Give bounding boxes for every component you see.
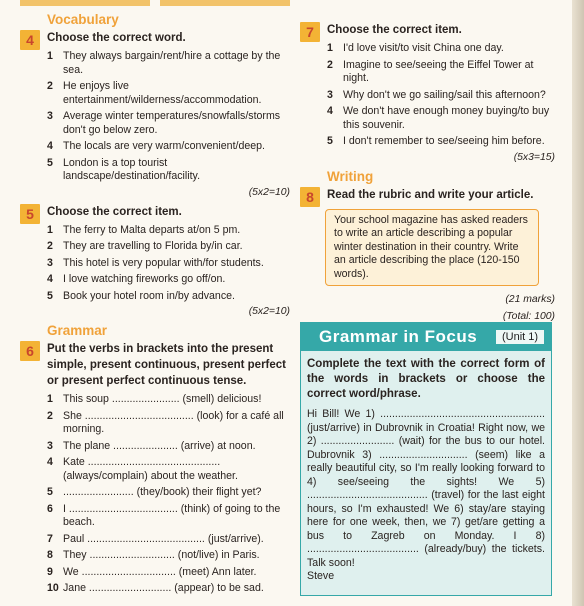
list-item bbox=[47, 533, 290, 547]
list-item bbox=[327, 105, 555, 132]
exercise-5 bbox=[20, 204, 290, 318]
item-text: The ferry to Malta departs at/on 5 pm. bbox=[63, 223, 241, 236]
item-number: 2 bbox=[327, 58, 333, 71]
item-number: 6 bbox=[47, 502, 53, 515]
item-text: I'd love visit/to visit China one day. bbox=[343, 42, 504, 54]
item-number: 1 bbox=[327, 42, 333, 54]
grammar-in-focus-body bbox=[301, 351, 551, 590]
item-number: 1 bbox=[47, 223, 53, 236]
item-number: 1 bbox=[47, 50, 53, 62]
signoff: Steve bbox=[307, 570, 335, 582]
marks: (21 marks) bbox=[505, 294, 555, 305]
item-number: 9 bbox=[47, 565, 53, 578]
item-text: He enjoys live entertainment/wilderness/accommodation. bbox=[63, 80, 262, 106]
total: (Total: 100) bbox=[502, 311, 555, 322]
item-text: Jane ............................ (appear) to be sad. bbox=[63, 582, 264, 594]
item-number: 3 bbox=[47, 439, 53, 452]
exercise-8 bbox=[300, 187, 555, 323]
top-accent-bar bbox=[160, 0, 290, 6]
list-item bbox=[47, 257, 290, 271]
item-number: 4 bbox=[47, 456, 53, 468]
list-item bbox=[47, 224, 290, 238]
item-number: 8 bbox=[47, 549, 53, 561]
exercise-4-items bbox=[47, 50, 290, 184]
list-item bbox=[47, 80, 290, 107]
item-text: They ............................. (not/live) in Paris. bbox=[63, 549, 260, 561]
exercise-number: 5 bbox=[20, 204, 40, 224]
item-text: We ................................ (meet) Ann later. bbox=[63, 565, 257, 578]
exercise-4 bbox=[20, 30, 290, 198]
exercise-6-items bbox=[47, 393, 290, 596]
exercise-7 bbox=[300, 22, 555, 163]
exercise-number: 8 bbox=[300, 187, 320, 207]
list-item bbox=[327, 42, 555, 56]
grammar-in-focus-instruction: Complete the text with the correct form of the words in brackets or choose the correct word/phrase. bbox=[307, 358, 545, 400]
item-text: Book your hotel room in/by advance. bbox=[63, 289, 235, 302]
list-item bbox=[47, 140, 290, 154]
list-item bbox=[47, 456, 290, 483]
grammar-in-focus-box bbox=[300, 322, 552, 596]
vocabulary-heading: Vocabulary bbox=[47, 12, 119, 27]
list-item bbox=[327, 89, 555, 103]
exercise-7-items bbox=[327, 42, 555, 149]
item-number: 7 bbox=[47, 532, 53, 545]
list-item bbox=[47, 240, 290, 254]
list-item bbox=[327, 59, 555, 86]
item-text: Imagine to see/seeing the Eiffel Tower at night. bbox=[343, 58, 534, 84]
item-number: 2 bbox=[47, 80, 53, 92]
item-number: 3 bbox=[47, 110, 53, 122]
item-number: 4 bbox=[327, 105, 333, 117]
item-text: This hotel is very popular with/for students. bbox=[63, 256, 264, 269]
grammar-in-focus-header bbox=[301, 323, 551, 351]
list-item bbox=[47, 393, 290, 407]
score: (5x2=10) bbox=[248, 186, 290, 198]
list-item bbox=[327, 135, 555, 149]
item-text: She ..................................... (look) for a café all morning. bbox=[63, 409, 284, 435]
page-edge bbox=[572, 0, 584, 606]
item-number: 2 bbox=[47, 409, 53, 422]
item-text: Kate ............................................. (always/complain) about the weather. bbox=[63, 456, 238, 482]
list-item bbox=[47, 582, 290, 596]
unit-label: (Unit 1) bbox=[496, 330, 544, 344]
item-text: We don't have enough money buying/to buy this souvenir. bbox=[343, 105, 550, 131]
list-item bbox=[47, 273, 290, 287]
item-text: The plane ...................... (arrive) at noon. bbox=[63, 439, 256, 452]
item-number: 3 bbox=[327, 88, 333, 101]
left-column bbox=[20, 12, 290, 599]
item-text: I don't remember to see/seeing him before. bbox=[343, 135, 545, 147]
list-item bbox=[47, 50, 290, 77]
item-number: 5 bbox=[327, 135, 333, 147]
list-item bbox=[47, 549, 290, 563]
right-column bbox=[300, 22, 555, 328]
exercise-5-items bbox=[47, 224, 290, 304]
exercise-number: 7 bbox=[300, 22, 320, 42]
exercise-number: 6 bbox=[20, 341, 40, 361]
list-item bbox=[47, 110, 290, 137]
list-item bbox=[47, 503, 290, 530]
exercise-instruction: Read the rubric and write your article. bbox=[327, 188, 534, 201]
score: (5x2=10) bbox=[248, 306, 290, 317]
item-number: 5 bbox=[47, 289, 53, 302]
item-text: This soup ....................... (smell) delicious! bbox=[63, 393, 262, 405]
item-text: London is a top tourist landscape/destination/facility. bbox=[63, 156, 201, 182]
item-text: The locals are very warm/convenient/deep. bbox=[63, 140, 265, 152]
list-item bbox=[47, 486, 290, 500]
exercise-instruction: Choose the correct word. bbox=[47, 32, 186, 44]
score: (5x3=15) bbox=[513, 151, 555, 163]
item-text: Paul ........................................ (just/arrive). bbox=[63, 532, 264, 545]
list-item bbox=[47, 410, 290, 437]
item-number: 5 bbox=[47, 156, 53, 169]
list-item bbox=[47, 157, 290, 184]
grammar-heading: Grammar bbox=[47, 323, 108, 338]
item-text: Why don't we go sailing/sail this afternoon? bbox=[343, 88, 546, 101]
item-number: 10 bbox=[47, 582, 59, 594]
item-number: 5 bbox=[47, 486, 53, 498]
item-number: 4 bbox=[47, 140, 53, 152]
item-text: I love watching fireworks go off/on. bbox=[63, 273, 226, 285]
list-item bbox=[47, 566, 290, 580]
item-text: ........................ (they/book) their flight yet? bbox=[63, 486, 262, 498]
item-number: 4 bbox=[47, 273, 53, 285]
rubric-box: Your school magazine has asked readers to write an article describing a popular winter destination in their country. Write an article describing the place (120-150 words). bbox=[325, 209, 539, 287]
list-item bbox=[47, 440, 290, 454]
list-item bbox=[47, 290, 290, 304]
item-number: 2 bbox=[47, 240, 53, 252]
item-number: 1 bbox=[47, 393, 53, 405]
exercise-instruction: Choose the correct item. bbox=[47, 205, 182, 218]
item-number: 3 bbox=[47, 256, 53, 269]
exercise-number: 4 bbox=[20, 30, 40, 50]
writing-heading: Writing bbox=[327, 168, 374, 184]
item-text: They are travelling to Florida by/in car. bbox=[63, 240, 243, 252]
exercise-6 bbox=[20, 341, 290, 596]
top-accent-bar bbox=[20, 0, 150, 6]
grammar-in-focus-text: Hi Bill! We 1) ........................................................ (just/arrive) in Dubrovnik in Croatia! Right now, we 2) ......................... (wait) for the bus to our hotel. Dubrovnik 3) .............................. (seem) like a really beautiful city, so I'm really looking forward to 4) see/seeing the sights! We 5) ......................................... (travel) for the last eight hours, so I'm exhausted! We 6) stay/are staying here for one week, then, we 7) get/are getting a bus to Zagreb on Monday. I 8) ...................................... (already/buy) the tickets. Talk soon! bbox=[307, 408, 545, 569]
exercise-instruction: Put the verbs in brackets into the present simple, present continuous, present perfect or present perfect continuous tense. bbox=[47, 343, 286, 387]
grammar-in-focus-title: Grammar in Focus bbox=[319, 327, 478, 346]
item-text: They always bargain/rent/hire a cottage by the sea. bbox=[63, 50, 281, 76]
exercise-instruction: Choose the correct item. bbox=[327, 24, 462, 36]
item-text: I ..................................... (think) of going to the beach. bbox=[63, 502, 281, 528]
item-text: Average winter temperatures/snowfalls/storms don't go below zero. bbox=[63, 110, 281, 136]
